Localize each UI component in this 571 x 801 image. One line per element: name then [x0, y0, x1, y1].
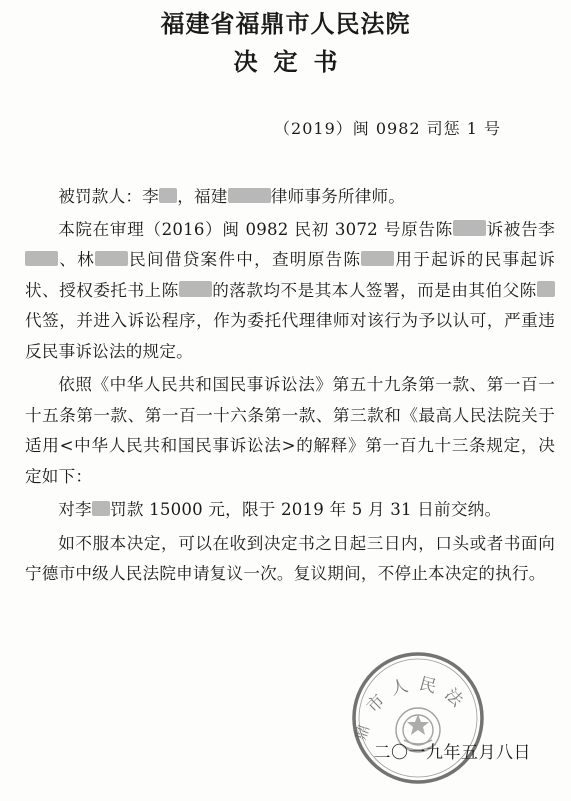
document-type-title: 决定书	[233, 47, 354, 76]
redacted-name	[537, 281, 555, 297]
document-body	[25, 182, 555, 590]
redacted-name	[92, 501, 110, 517]
paragraph-legal-basis: 依照《中华人民共和国民事诉讼法》第五十九条第一款、第一百一十五条第一款、第一百一十六条第一款、第三款和《最高人民法院关于适用<中华人民共和国民事诉讼法>的解释》第一百九十三条规定，决定如下：	[25, 375, 555, 486]
redacted-name	[453, 220, 486, 236]
redacted-name	[159, 188, 177, 204]
seal-edge-char: 鼎	[351, 722, 374, 743]
decision-date: 二〇一九年五月八日	[373, 743, 531, 763]
redacted-name	[25, 251, 58, 267]
redacted-name	[361, 251, 394, 267]
redacted-name	[179, 281, 212, 297]
redacted-firm-name	[228, 188, 271, 204]
paragraph-appeal-notice: 如不服本决定，可以在收到决定书之日起三日内，口头或者书面向宁德市中级人民法院申请复议一次。复议期间，不停止本决定的执行。	[25, 533, 555, 583]
paragraph-facts: 本院在审理（2016）闽 0982 民初 3072 号原告陈 诉被告李、林 民间借贷案件中，查明原告陈 用于起诉的民事起诉状、授权委托书上陈 的落款均不是其本人签署，而是由其伯父陈代签，并进入诉讼程序，作为委托代理律师对该行为予以认可，严重违反民事诉讼法的规定。	[25, 219, 555, 361]
paragraph-decision: 对李 罚款 15000 元，限于 2019 年 5 月 31 日前交纳。	[58, 500, 502, 519]
seal-text: 市人民法	[363, 673, 473, 718]
court-name-title: 福建省福鼎市人民法院	[160, 9, 411, 38]
case-number: （2019）闽 0982 司惩 1 号	[274, 119, 501, 138]
court-seal	[348, 648, 488, 788]
paragraph-fined-party: 被罚款人：李 ，福建 律师事务所律师。	[58, 187, 406, 206]
redacted-name	[95, 251, 128, 267]
